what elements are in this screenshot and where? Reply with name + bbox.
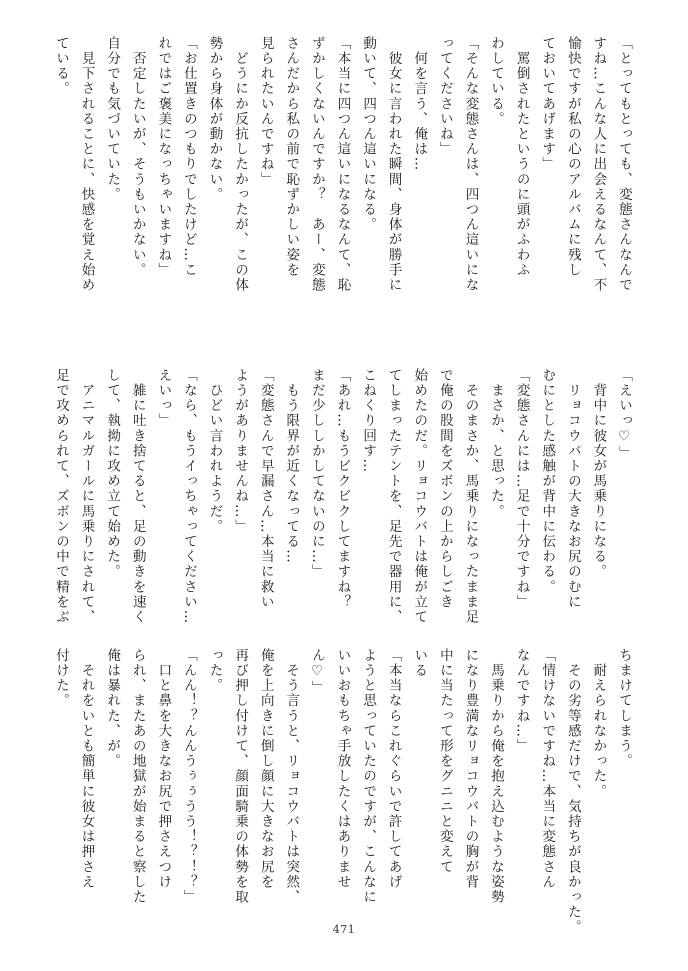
text-column: 「そんな変態さんは、四つん這いにな	[462, 36, 479, 293]
text-column: 「えいっ♡」	[616, 368, 632, 462]
text-column: 彼女に言われた瞬間、身体が勝手に	[385, 36, 402, 293]
text-column: ちまけてしまう。	[616, 648, 632, 769]
text-column: 馬乗りから俺を抱え込むような姿勢	[488, 648, 505, 905]
text-column: まさか、と思った。	[488, 368, 505, 519]
text-column: むにとした感触が背中に伝わる。	[539, 368, 556, 595]
text-column: ようがありませんね…」	[232, 368, 249, 535]
text-column: 再び押し付けて、顔面騎乗の体勢を取	[232, 648, 249, 905]
text-column: して、執拗に攻め立て始めた。	[104, 368, 121, 580]
text-column: 雑に吐き捨てると、足の動きを速く	[129, 368, 146, 625]
text-column: いいおもちゃ手放したくはありませ	[334, 648, 351, 890]
text-block-top	[0, 36, 688, 336]
text-column: いる	[411, 648, 428, 679]
text-column: ている。	[52, 36, 69, 97]
text-column: 愉快ですが私の心のアルバムに残し	[564, 36, 581, 278]
text-column: 「お仕置きのつもりでしたけど…こ	[180, 36, 197, 278]
text-column: れではご褒美になっちゃいますね」	[155, 36, 172, 278]
text-column: 自分でも気づいていた。	[104, 36, 121, 203]
text-column: ひどい言われようだ。	[206, 368, 223, 535]
text-column: 耐えられなかった。	[590, 648, 607, 799]
text-column: 「変態さんには…足で十分ですね」	[513, 368, 530, 610]
text-column: 否定したいが、そうもいかない。	[129, 36, 146, 278]
page-margin	[630, 36, 688, 336]
text-column: 「本当に四つん這いになるなんて、恥	[334, 36, 351, 293]
text-column: 俺は暴れた、が。	[104, 648, 121, 769]
text-column: ん♡」	[308, 648, 325, 696]
text-column: そう言うと、リョコウバトは突然、	[283, 648, 300, 905]
text-column: ておいてあげます」	[539, 36, 556, 172]
text-column: 見下されることに、快感を覚え始め	[78, 36, 95, 293]
text-column: リョコウバトの大きなお尻のむに	[564, 368, 581, 610]
text-column: 始めたのだ。リョコウバトは俺が立て	[411, 368, 428, 625]
text-column: こねくり回す…	[360, 368, 377, 474]
text-column: てしまったテントを、足先で器用に、	[385, 368, 402, 625]
text-column: 「とってもとっても、変態さんなんで	[616, 36, 632, 293]
text-column: 中に当たって形をグニニと変えて	[436, 648, 453, 875]
text-column: られ、またあの地獄が始まると察した	[129, 648, 146, 905]
text-column: なんですね…」	[513, 648, 530, 754]
text-column: その劣等感だけで、気持ちが良かった。	[564, 648, 581, 935]
text-column: 背中に彼女が馬乗りになる。	[590, 368, 607, 580]
text-column: ずかしくないんですか？ あー、変態	[308, 36, 325, 293]
text-column: 口と鼻を大きなお尻で押さえつけ	[155, 648, 172, 890]
text-column: わしている。	[488, 36, 505, 127]
text-column: 「あれ…もうビクビクしてますね？	[334, 368, 351, 610]
text-column: 動いて、四つん這いになる。	[360, 36, 377, 233]
text-column: どうにか反抗したかったが、この体	[232, 36, 249, 293]
text-column: ってくださいね」	[436, 36, 453, 157]
text-column: った。	[206, 648, 223, 694]
text-column: それをいとも簡単に彼女は押さえ	[78, 648, 95, 890]
text-column: 俺を上向きに倒し顔に大きなお尻を	[257, 648, 274, 890]
text-column: ようと思っていたのですが、こんなに	[360, 648, 377, 905]
text-column: そのまさか、馬乗りになったまま足	[462, 368, 479, 625]
text-column: 付けた。	[52, 648, 69, 709]
page-number: 471	[332, 923, 356, 936]
text-column: アニマルガールに馬乗りにされて、	[78, 368, 95, 625]
text-column: 何を言う、俺は…	[411, 36, 428, 172]
text-column: もう限界が近くなってる…	[283, 368, 300, 565]
text-column: さんだから私の前で恥ずかしい姿を	[283, 36, 300, 278]
text-column: 「情けないですね…本当に変態さん	[539, 648, 556, 890]
page-margin	[630, 648, 688, 888]
text-column: 「変態さんで早漏さん…本当に救い	[257, 368, 274, 610]
text-column: になり豊満なリョコウバトの胸が背	[462, 648, 479, 890]
text-block-middle	[0, 368, 688, 673]
text-column: 見られたいんですね」	[257, 36, 274, 187]
text-column: まだ少ししかしてないのに…」	[308, 368, 325, 580]
text-column: 勢から身体が動かない。	[206, 36, 223, 203]
text-column: 「なら、もうイっちゃってください…	[180, 368, 197, 625]
page-margin	[630, 368, 688, 673]
text-column: すね…こんな人に出会えるなんて、不	[590, 36, 607, 293]
text-column: えいっ」	[155, 368, 172, 429]
text-column: 罵倒されたというのに頭がふわふ	[513, 36, 530, 278]
text-column: で俺の股間をズボンの上からしごき	[436, 368, 453, 610]
text-column: 足で攻められて、ズボンの中で精をぶ	[52, 368, 69, 625]
text-column: 「本当ならこれぐらいで許してあげ	[385, 648, 402, 890]
text-column: 「んん！？んんうぅぅうう！？！？」	[180, 648, 197, 905]
